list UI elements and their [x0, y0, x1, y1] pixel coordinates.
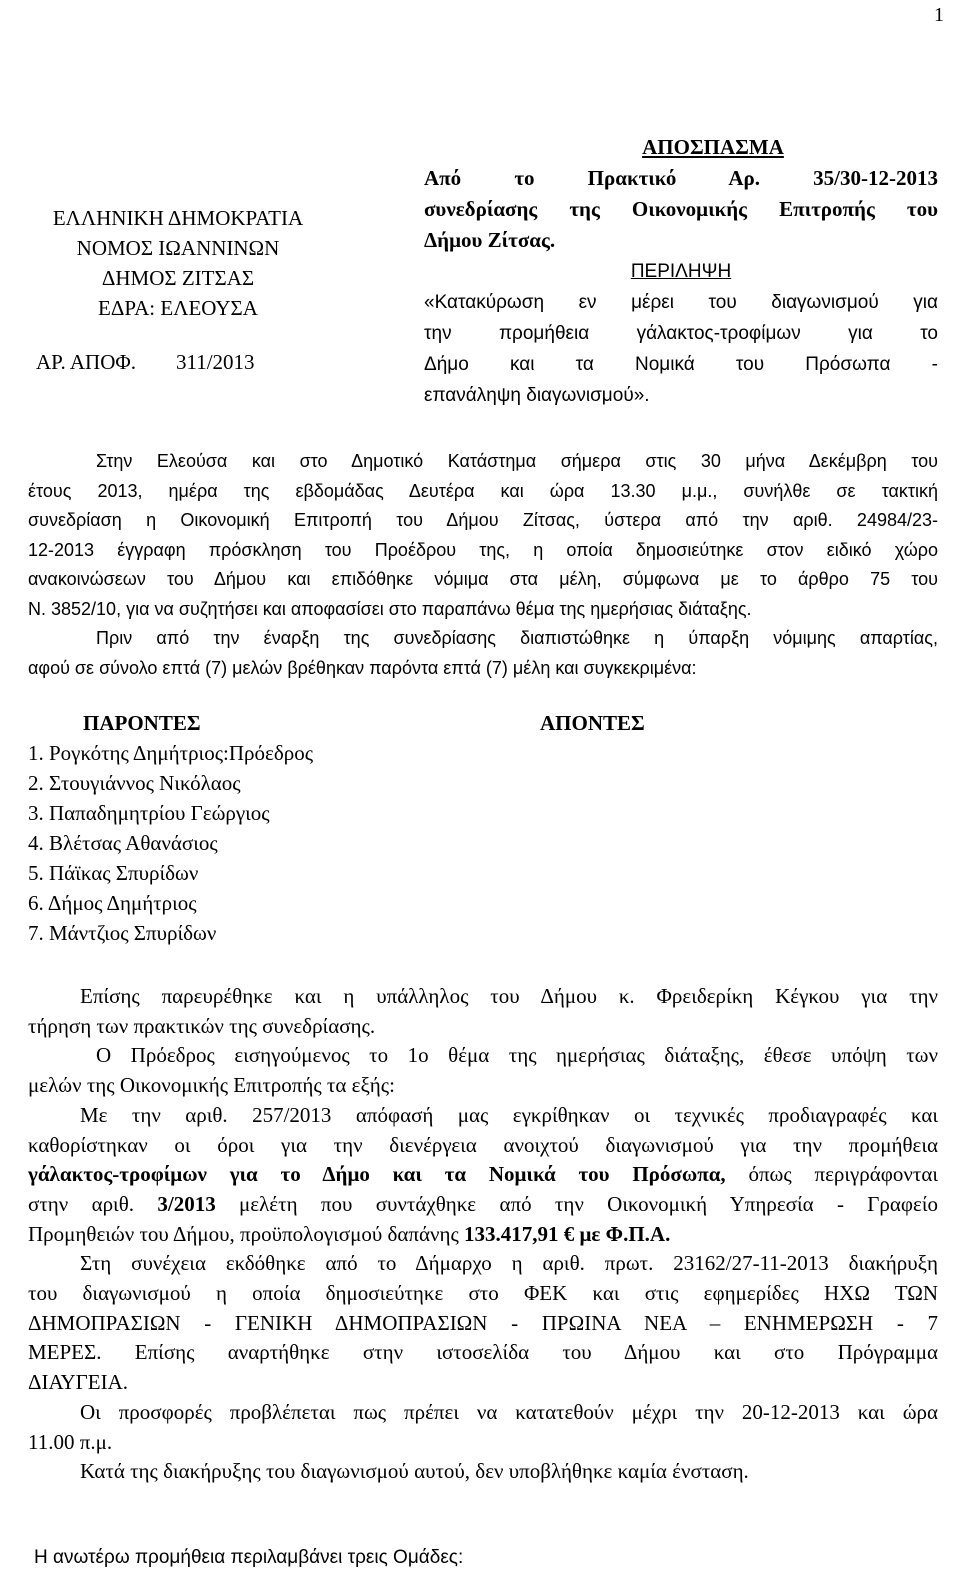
issuer-header [28, 203, 328, 323]
intro-line: Στην Ελεούσα και στο Δημοτικό Κατάστημα σήμερα στις 30 μήνα Δεκέμβρη του [96, 451, 938, 471]
body-line [28, 1190, 938, 1220]
intro-line: έτους 2013, ημέρα της εβδομάδας Δευτέρα και ώρα 13.30 μ.μ., συνήλθε σε τακτική [28, 480, 938, 501]
final-line: Η ανωτέρω προμήθεια περιλαμβάνει τρεις Ομάδες: [34, 1547, 464, 1568]
extract-header [424, 132, 938, 411]
member-item: 3. Παπαδημητρίου Γεώργιος [28, 801, 270, 825]
body-line: Με την αριθ. 257/2013 απόφασή μας εγκρίθηκαν οι τεχνικές προδιαγραφές και [80, 1102, 938, 1127]
intro-paragraph [28, 447, 938, 683]
body-line: μελών της Οικονομικής Επιτροπής τα εξής: [28, 1073, 395, 1098]
minutes-reference-line: συνεδρίασης της Οικονομικής Επιτροπής του [424, 197, 938, 221]
summary-line: επανάληψη διαγωνισμού». [424, 385, 650, 406]
absent-heading: ΑΠΟΝΤΕΣ [540, 711, 645, 735]
body-line: Ο Πρόεδρος εισηγούμενος το 1ο θέμα της ημερήσιας διάταξης, έθεσε υπόψη των [96, 1043, 938, 1068]
intro-line: Ν. 3852/10, για να συζητήσει και αποφασίσει στο παραπάνω θέμα της ημερήσιας διάταξης. [28, 598, 752, 619]
body-line: ΔΙΑΥΓΕΙΑ. [28, 1370, 129, 1395]
page-number: 1 [934, 4, 944, 26]
intro-line: συνεδρίαση η Οικονομική Επιτροπή του Δήμου Ζίτσας, ύστερα από την αριθ. 24984/23- [28, 510, 938, 530]
member-item: 7. Μάντζιος Σπυρίδων [28, 921, 217, 945]
extract-title: ΑΠΟΣΠΑΣΜΑ [642, 135, 784, 159]
body-line: ΔΗΜΟΠΡΑΣΙΩΝ - ΓΕΝΙΚΗ ΔΗΜΟΠΡΑΣΙΩΝ - ΠΡΩΙΝΑ ΝΕΑ – ΕΝΗΜΕΡΩΣΗ - 7 [28, 1310, 938, 1335]
body-line: ΜΕΡΕΣ. Επίσης αναρτήθηκε στην ιστοσελίδα του Δήμου και στο Πρόγραμμα [28, 1340, 938, 1365]
issuer-line: ΔΗΜΟΣ ΖΙΤΣΑΣ [101, 266, 255, 290]
body-line: 11.00 π.μ. [28, 1429, 113, 1454]
body-line [28, 1160, 938, 1190]
member-item: 6. Δήμος Δημήτριος [28, 891, 197, 915]
summary-label: ΠΕΡΙΛΗΨΗ [630, 261, 732, 282]
budget-amount: 133.417,91 € με Φ.Π.Α. [464, 1221, 671, 1246]
summary-line: «Κατακύρωση εν μέρει του διαγωνισμού για [424, 292, 938, 313]
body-line: καθορίστηκαν οι όροι για την διενέργεια ανοιχτού διαγωνισμού για την προμήθεια [28, 1132, 938, 1157]
body-text: μελέτη που συντάχθηκε από την Οικονομική Υπηρεσία - Γραφείο [239, 1191, 939, 1216]
supply-subject: γάλακτος-τροφίμων για το Δήμο και τα Νομικά του Πρόσωπα, [28, 1162, 726, 1187]
intro-line: ανακοινώσεων του Δήμου και επιδόθηκε νόμιμα στα μέλη, σύμφωνα με το άρθρο 75 του [28, 569, 938, 589]
decision-label: ΑΡ. ΑΠΟΦ. [36, 350, 136, 374]
body-line [28, 1220, 938, 1250]
minutes-body [28, 982, 938, 1487]
body-line: Κατά της διακήρυξης του διαγωνισμού αυτού, δεν υποβλήθηκε καμία ένσταση. [80, 1459, 749, 1484]
decision-number: 311/2013 [175, 350, 255, 374]
summary-line: την προμήθεια γάλακτος-τροφίμων για το [424, 323, 938, 344]
issuer-line: ΕΛΛΗΝΙΚΗ ΔΗΜΟΚΡΑΤΙΑ [52, 206, 304, 230]
study-number: 3/2013 [157, 1191, 216, 1216]
body-text: στην αριθ. [28, 1191, 135, 1216]
decision-number-block [36, 350, 255, 375]
minutes-reference-line: Από το Πρακτικό Αρ. 35/30-12-2013 [424, 166, 938, 190]
quorum-line: Πριν από την έναρξη της συνεδρίασης διαπιστώθηκε η ύπαρξη νόμιμης απαρτίας, [96, 628, 938, 648]
minutes-reference-line: Δήμου Ζίτσας. [424, 228, 556, 252]
member-item: 2. Στουγιάννος Νικόλαος [28, 771, 241, 795]
summary-line: Δήμο και τα Νομικά του Πρόσωπα - [424, 354, 938, 375]
body-line: Οι προσφορές προβλέπεται πως πρέπει να κατατεθούν μέχρι την 20-12-2013 και ώρα [80, 1399, 938, 1424]
body-text: όπως περιγράφονται [748, 1162, 938, 1187]
member-item: 1. Ρογκότης Δημήτριος:Πρόεδρος [28, 741, 314, 765]
member-item: 4. Βλέτσας Αθανάσιος [28, 831, 218, 855]
body-text: Προμηθειών του Δήμου, προϋπολογισμού δαπάνης [28, 1221, 459, 1246]
body-line: Επίσης παρευρέθηκε και η υπάλληλος του Δήμου κ. Φρειδερίκη Κέγκου για την [80, 984, 938, 1008]
quorum-line: αφού σε σύνολο επτά (7) μελών βρέθηκαν παρόντα επτά (7) μέλη και συγκεκριμένα: [28, 657, 697, 678]
body-line: του διαγωνισμού η οποία δημοσιεύτηκε στο ΦΕΚ και στις εφημερίδες ΗΧΩ ΤΩΝ [28, 1281, 938, 1306]
issuer-line: ΝΟΜΟΣ ΙΩΑΝΝΙΝΩΝ [76, 236, 280, 260]
present-heading: ΠΑΡΟΝΤΕΣ [83, 711, 201, 735]
issuer-line: ΕΔΡΑ: ΕΛΕΟΥΣΑ [98, 296, 258, 320]
member-item: 5. Πάϊκας Σπυρίδων [28, 861, 199, 885]
present-members-list [28, 738, 313, 948]
body-line: Στη συνέχεια εκδόθηκε από το Δήμαρχο η αριθ. πρωτ. 23162/27-11-2013 διακήρυξη [80, 1251, 938, 1276]
intro-line: 12-2013 έγγραφη πρόσκληση του Προέδρου της, η οποία δημοσιεύτηκε στον ειδικό χώρο [28, 539, 938, 560]
body-line: τήρηση των πρακτικών της συνεδρίασης. [28, 1013, 376, 1038]
